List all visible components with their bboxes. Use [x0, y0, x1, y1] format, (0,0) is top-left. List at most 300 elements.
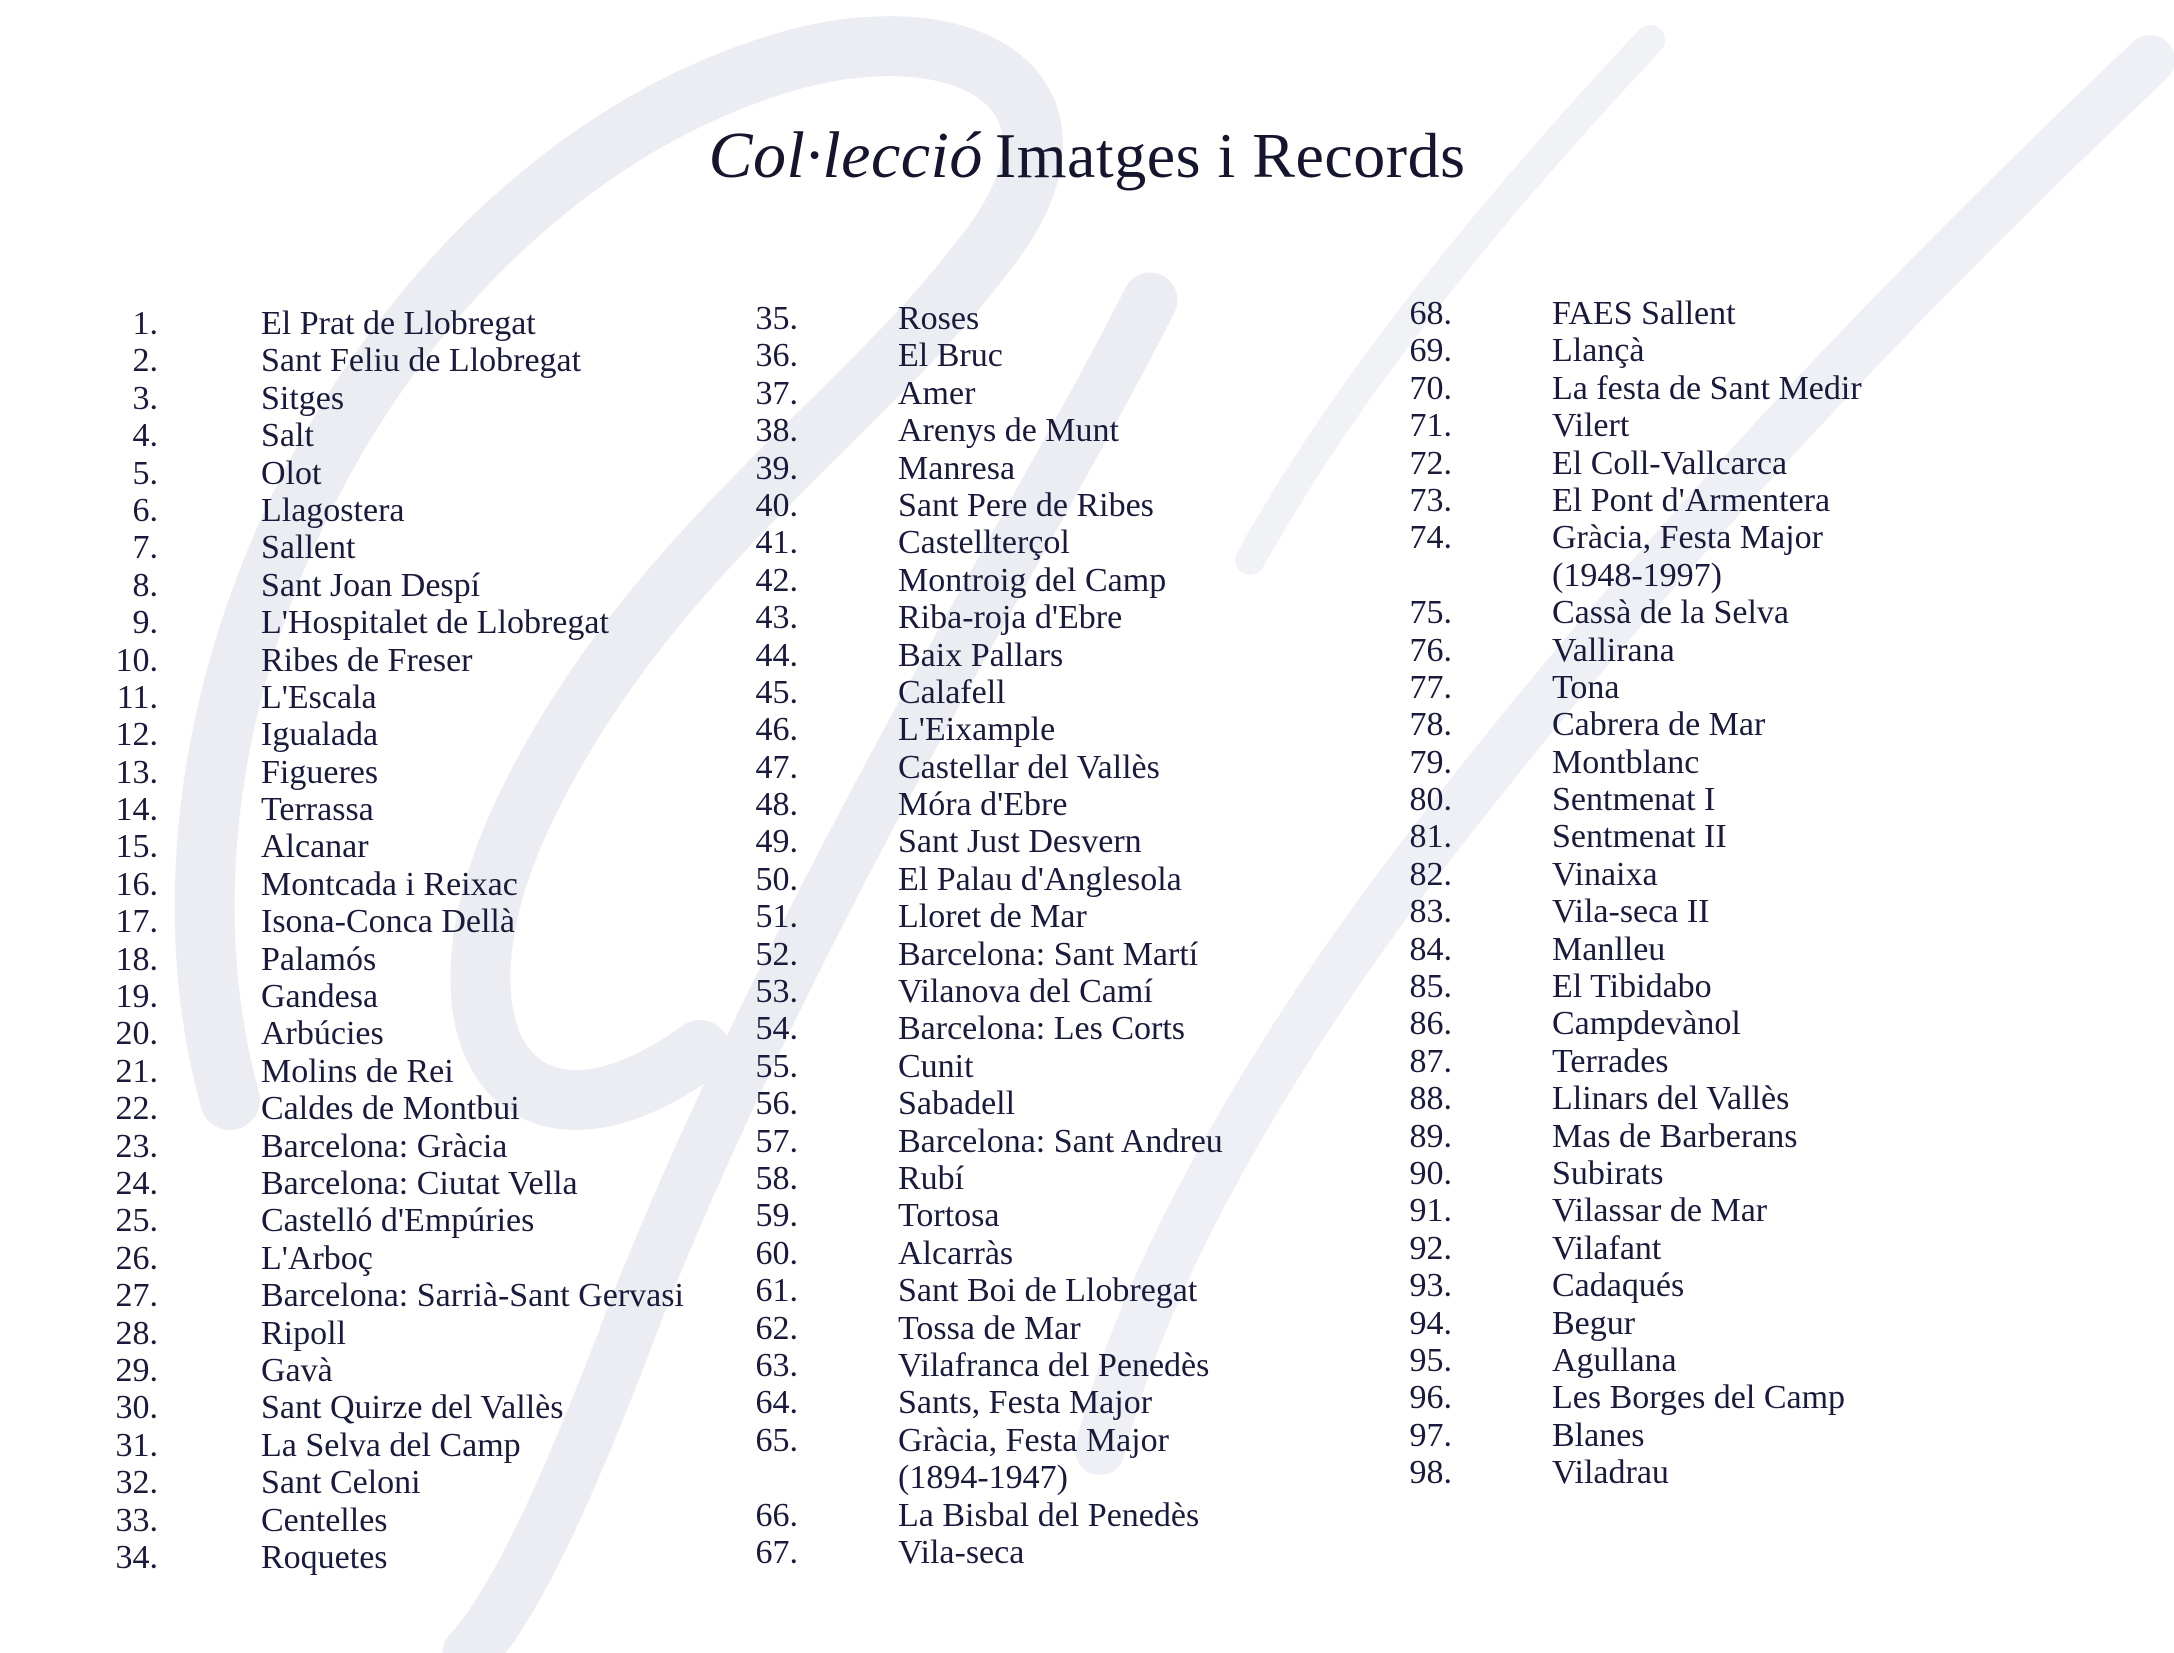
list-item-number: 54. [755, 1010, 798, 1048]
list-item [748, 1497, 1223, 1534]
list-item-title: Castellar del Vallès [898, 748, 1160, 786]
list-item-number: 92. [1409, 1229, 1452, 1267]
list-item-title: Vila-seca II [1552, 893, 1710, 931]
list-item-number: 91. [1409, 1192, 1452, 1230]
list-item-number: 37. [755, 374, 798, 412]
list-item-number: 46. [755, 711, 798, 749]
list-item [1402, 744, 1862, 781]
list-item-title: Sentmenat I [1552, 781, 1716, 819]
list-item [748, 1422, 1223, 1497]
list-item-title: El Palau d'Anglesola [898, 860, 1182, 898]
list-item-title: L'Eixample [898, 711, 1056, 749]
list-item-number: 75. [1409, 594, 1452, 632]
list-item-number: 72. [1409, 444, 1452, 482]
list-item-title: Llagostera [261, 491, 405, 529]
list-item-title: Riba-roja d'Ebre [898, 599, 1123, 637]
list-item-title: Barcelona: Sant Andreu [898, 1122, 1223, 1160]
list-item-title: Terrassa [261, 791, 374, 829]
list-item-title: Vallirana [1552, 631, 1675, 669]
list-item [748, 450, 1223, 487]
list-item-number: 9. [132, 604, 158, 642]
list-item-number: 36. [755, 337, 798, 375]
list-item [748, 1534, 1223, 1571]
list-item-title: Tona [1552, 668, 1620, 706]
list-item [748, 375, 1223, 412]
list-item-number: 29. [115, 1351, 158, 1389]
list-item [108, 305, 684, 342]
list-item [748, 1384, 1223, 1421]
list-item-number: 52. [755, 935, 798, 973]
list-item [1402, 519, 1862, 594]
list-item-number: 77. [1409, 668, 1452, 706]
list-item-number: 34. [115, 1538, 158, 1576]
list-item [748, 936, 1223, 973]
list-item-title: La festa de Sant Medir [1552, 369, 1862, 407]
list-item-title: Les Borges del Camp [1552, 1379, 1846, 1417]
list-item [1402, 818, 1862, 855]
list-item [1402, 1043, 1862, 1080]
list-item-title: Sant Feliu de Llobregat [261, 342, 582, 380]
list-item [748, 898, 1223, 935]
list-item-number: 57. [755, 1122, 798, 1160]
list-item-title: El Bruc [898, 337, 1003, 375]
list-item-title: Montblanc [1552, 743, 1700, 781]
list-item [1402, 1342, 1862, 1379]
list-item-number: 49. [755, 823, 798, 861]
list-item [108, 1277, 684, 1314]
list-item-number: 8. [132, 566, 158, 604]
list-item [1402, 295, 1862, 332]
list-item-title: Viladrau [1552, 1454, 1669, 1492]
list-item [748, 562, 1223, 599]
list-item [108, 1464, 684, 1501]
list-item-title: Roses [898, 300, 980, 337]
list-item [108, 1202, 684, 1239]
list-item-number: 94. [1409, 1304, 1452, 1342]
list-item-number: 71. [1409, 407, 1452, 445]
list-item-title: Sant Quirze del Vallès [261, 1389, 564, 1427]
list-item-title: Campdevànol [1552, 1005, 1741, 1043]
list-item-number: 23. [115, 1127, 158, 1165]
list-item [108, 642, 684, 679]
list-item-number: 1. [132, 305, 158, 342]
list-item [748, 524, 1223, 561]
list-item [108, 978, 684, 1015]
list-item [108, 1352, 684, 1389]
list-item-title: Barcelona: Les Corts [898, 1010, 1186, 1048]
list-item-number: 67. [755, 1533, 798, 1571]
list-item-title: L'Arboç [261, 1239, 373, 1277]
list-item-title: Cabrera de Mar [1552, 706, 1766, 744]
list-item-title: Barcelona: Gràcia [261, 1127, 508, 1165]
list-item [1402, 1192, 1862, 1229]
list-item-title: Figueres [261, 753, 379, 791]
list-item-title: Vilassar de Mar [1552, 1192, 1768, 1230]
list-item-number: 6. [132, 491, 158, 529]
list-item-number: 65. [755, 1421, 798, 1459]
list-item-title: Barcelona: Sarrià-Sant Gervasi [261, 1277, 684, 1315]
list-item-title: Molins de Rei [261, 1052, 454, 1090]
list-item-number: 48. [755, 786, 798, 824]
list-item [108, 529, 684, 566]
list-item-number: 12. [115, 716, 158, 754]
list-item-number: 42. [755, 561, 798, 599]
list-item-number: 62. [755, 1309, 798, 1347]
list-item-title: Arenys de Munt [898, 412, 1119, 450]
list-item-number: 69. [1409, 332, 1452, 370]
list-item-number: 74. [1409, 519, 1452, 557]
list-item-number: 87. [1409, 1042, 1452, 1080]
list-item [1402, 1379, 1862, 1416]
list-item-number: 84. [1409, 930, 1452, 968]
list-item [108, 866, 684, 903]
list-item-title: El Pont d'Armentera [1552, 481, 1831, 519]
list-item-number: 41. [755, 524, 798, 562]
list-item-number: 78. [1409, 706, 1452, 744]
list-item [108, 380, 684, 417]
list-item-number: 28. [115, 1314, 158, 1352]
list-item-title: L'Escala [261, 678, 377, 716]
list-item-number: 51. [755, 898, 798, 936]
list-item-number: 24. [115, 1164, 158, 1202]
list-item-title: Barcelona: Ciutat Vella [261, 1164, 578, 1202]
list-item-number: 7. [132, 529, 158, 567]
list-item-number: 56. [755, 1085, 798, 1123]
list-item-title: Begur [1552, 1304, 1636, 1342]
list-item [748, 1010, 1223, 1047]
list-item-title: Móra d'Ebre [898, 786, 1068, 824]
list-item-title: Arbúcies [261, 1015, 384, 1053]
list-item-title: Tortosa [898, 1197, 1000, 1235]
list-item [108, 828, 684, 865]
list-column-2 [748, 300, 1223, 1571]
list-item-number: 43. [755, 599, 798, 637]
list-item [748, 1197, 1223, 1234]
list-item [748, 1085, 1223, 1122]
list-item [748, 599, 1223, 636]
list-item [1402, 445, 1862, 482]
list-item [1402, 370, 1862, 407]
list-item-title: Sant Boi de Llobregat [898, 1272, 1198, 1310]
list-item-title: Sabadell [898, 1085, 1016, 1123]
list-item-title: Subirats [1552, 1155, 1664, 1192]
list-item-number: 61. [755, 1272, 798, 1310]
list-item-number: 95. [1409, 1341, 1452, 1379]
list-item-title: Castellterçol [898, 524, 1070, 562]
list-item-number: 3. [132, 379, 158, 417]
list-item-title: Gràcia, Festa Major (1948-1997) [1552, 519, 1823, 594]
list-item-number: 30. [115, 1389, 158, 1427]
list-item-title: Gavà [261, 1351, 333, 1389]
list-item-title: Isona-Conca Dellà [261, 903, 515, 941]
list-item-title: Palamós [261, 940, 377, 978]
list-item-number: 10. [115, 641, 158, 679]
list-column-3 [1402, 295, 1862, 1492]
list-item [748, 1235, 1223, 1272]
list-item [108, 1315, 684, 1352]
list-item-number: 98. [1409, 1454, 1452, 1492]
list-item [108, 1240, 684, 1277]
list-item-title: El Tibidabo [1552, 968, 1712, 1006]
list-item-number: 40. [755, 486, 798, 524]
list-item-number: 76. [1409, 631, 1452, 669]
list-item [1402, 931, 1862, 968]
list-item [748, 786, 1223, 823]
list-item [108, 1090, 684, 1127]
list-item [108, 1502, 684, 1539]
list-item-number: 33. [115, 1501, 158, 1539]
list-item [1402, 632, 1862, 669]
list-item [108, 679, 684, 716]
list-item [748, 973, 1223, 1010]
list-item-number: 50. [755, 860, 798, 898]
list-item [748, 1160, 1223, 1197]
list-item-number: 22. [115, 1090, 158, 1128]
list-item [1402, 594, 1862, 631]
list-item-title: Salt [261, 417, 314, 455]
list-item-number: 85. [1409, 968, 1452, 1006]
list-item-number: 86. [1409, 1005, 1452, 1043]
list-item-title: Amer [898, 374, 976, 412]
list-item-title: Vila-seca [898, 1533, 1025, 1571]
list-item-title: Tossa de Mar [898, 1309, 1081, 1347]
list-item-title: Baix Pallars [898, 636, 1064, 674]
list-item-title: Llançà [1552, 332, 1645, 370]
list-item-number: 15. [115, 828, 158, 866]
list-item-title: Barcelona: Sant Martí [898, 935, 1199, 973]
list-item-number: 35. [755, 300, 798, 337]
list-item-title: El Coll-Vallcarca [1552, 444, 1788, 482]
list-item-title: Llinars del Vallès [1552, 1080, 1790, 1118]
list-item [748, 637, 1223, 674]
list-item [748, 674, 1223, 711]
list-item-number: 81. [1409, 818, 1452, 856]
list-item-title: Agullana [1552, 1341, 1677, 1379]
list-item-title: Ribes de Freser [261, 641, 473, 679]
list-column-1 [108, 305, 684, 1576]
list-item [1402, 1230, 1862, 1267]
list-item-title: Cadaqués [1552, 1267, 1685, 1305]
list-item [1402, 1305, 1862, 1342]
list-item-number: 66. [755, 1496, 798, 1534]
list-item-number: 16. [115, 865, 158, 903]
list-item [108, 492, 684, 529]
list-item-title: Cunit [898, 1047, 974, 1085]
list-item [108, 342, 684, 379]
list-item-number: 82. [1409, 855, 1452, 893]
list-item [108, 1165, 684, 1202]
list-item [108, 941, 684, 978]
list-item-number: 5. [132, 454, 158, 492]
list-item [748, 300, 1223, 337]
list-item-number: 53. [755, 973, 798, 1011]
list-item [1402, 669, 1862, 706]
list-item [1402, 332, 1862, 369]
list-item [1402, 1417, 1862, 1454]
list-item [108, 903, 684, 940]
list-item [108, 1053, 684, 1090]
list-item-number: 26. [115, 1239, 158, 1277]
list-item-number: 2. [132, 342, 158, 380]
list-item [108, 716, 684, 753]
list-item [1402, 1118, 1862, 1155]
list-item-number: 88. [1409, 1080, 1452, 1118]
list-item [1402, 781, 1862, 818]
list-item [748, 337, 1223, 374]
list-item [748, 1272, 1223, 1309]
list-item-number: 38. [755, 412, 798, 450]
list-item-title: Lloret de Mar [898, 898, 1087, 936]
list-item [1402, 1080, 1862, 1117]
list-item [108, 1539, 684, 1576]
list-item-number: 25. [115, 1202, 158, 1240]
list-item-number: 18. [115, 940, 158, 978]
list-item-title: Sentmenat II [1552, 818, 1727, 856]
list-item [748, 1123, 1223, 1160]
list-item [108, 567, 684, 604]
list-item-title: Alcarràs [898, 1234, 1014, 1272]
list-item-title: Alcanar [261, 828, 369, 866]
list-item-title: Castelló d'Empúries [261, 1202, 535, 1240]
list-item-number: 63. [755, 1346, 798, 1384]
list-item-number: 73. [1409, 481, 1452, 519]
list-item-number: 31. [115, 1426, 158, 1464]
list-item-title: Manlleu [1552, 930, 1666, 968]
list-item-title: Manresa [898, 449, 1016, 487]
list-item [108, 1389, 684, 1426]
list-item-title: Sant Just Desvern [898, 823, 1142, 861]
list-item-number: 19. [115, 978, 158, 1016]
list-item-title: L'Hospitalet de Llobregat [261, 604, 609, 642]
list-item-title: Rubí [898, 1159, 965, 1197]
list-item-title: El Prat de Llobregat [261, 305, 536, 342]
list-item-number: 17. [115, 903, 158, 941]
list-item [1402, 856, 1862, 893]
list-item-title: Sant Pere de Ribes [898, 486, 1154, 524]
list-item [748, 749, 1223, 786]
list-item-title: Gandesa [261, 978, 379, 1016]
list-item [748, 823, 1223, 860]
list-item [1402, 1005, 1862, 1042]
list-item [108, 417, 684, 454]
list-item [748, 412, 1223, 449]
list-item [748, 861, 1223, 898]
list-item-title: Vilanova del Camí [898, 973, 1153, 1011]
list-item-title: Vilafant [1552, 1229, 1662, 1267]
list-item [1402, 482, 1862, 519]
list-item-number: 4. [132, 417, 158, 455]
list-item [108, 604, 684, 641]
list-item [1402, 706, 1862, 743]
list-item [108, 791, 684, 828]
list-item [108, 455, 684, 492]
list-item-number: 79. [1409, 743, 1452, 781]
list-item [748, 711, 1223, 748]
list-item-title: Vinaixa [1552, 855, 1658, 893]
list-item [1402, 1454, 1862, 1491]
list-item-title: FAES Sallent [1552, 295, 1736, 332]
list-item-title: Sants, Festa Major [898, 1384, 1153, 1422]
list-item-number: 11. [116, 678, 158, 716]
list-item-number: 80. [1409, 781, 1452, 819]
list-item [108, 1128, 684, 1165]
list-item-number: 89. [1409, 1117, 1452, 1155]
list-item-title: Sitges [261, 379, 345, 417]
list-item-number: 60. [755, 1234, 798, 1272]
list-item-number: 47. [755, 748, 798, 786]
title-rest: Imatges i Records [994, 120, 1466, 191]
list-item-title: Sant Joan Despí [261, 566, 481, 604]
list-item-title: Terrades [1552, 1042, 1669, 1080]
list-item-title: La Selva del Camp [261, 1426, 521, 1464]
list-item-title: Sallent [261, 529, 356, 567]
list-item [1402, 968, 1862, 1005]
list-item [1402, 1155, 1862, 1192]
list-item-title: Vilafranca del Penedès [898, 1346, 1210, 1384]
list-item-number: 68. [1409, 295, 1452, 332]
list-item-number: 93. [1409, 1267, 1452, 1305]
list-item [748, 487, 1223, 524]
list-item-title: Vilert [1552, 407, 1630, 445]
list-item [1402, 407, 1862, 444]
list-item [748, 1048, 1223, 1085]
list-item-title: Montroig del Camp [898, 561, 1167, 599]
list-item-number: 83. [1409, 893, 1452, 931]
list-item-number: 27. [115, 1277, 158, 1315]
list-item [108, 1427, 684, 1464]
title-script: Col·lecció [708, 119, 983, 192]
list-item [108, 754, 684, 791]
list-item-title: Gràcia, Festa Major (1894-1947) [898, 1421, 1169, 1497]
list-item-title: Centelles [261, 1501, 388, 1539]
list-item [1402, 893, 1862, 930]
list-item-title: Cassà de la Selva [1552, 594, 1789, 632]
list-item [108, 1015, 684, 1052]
list-item-title: Sant Celoni [261, 1464, 421, 1502]
list-item-number: 13. [115, 753, 158, 791]
list-item-title: Calafell [898, 673, 1006, 711]
list-item-title: Ripoll [261, 1314, 347, 1352]
list-item-number: 44. [755, 636, 798, 674]
list-item-number: 90. [1409, 1155, 1452, 1192]
list-item [1402, 1267, 1862, 1304]
list-item-number: 97. [1409, 1416, 1452, 1454]
list-item-number: 21. [115, 1052, 158, 1090]
list-item-number: 55. [755, 1047, 798, 1085]
list-item-number: 58. [755, 1159, 798, 1197]
page-title [0, 118, 2174, 194]
list-item-number: 20. [115, 1015, 158, 1053]
list-item-title: Olot [261, 454, 322, 492]
list-item-number: 70. [1409, 369, 1452, 407]
list-item-title: Blanes [1552, 1416, 1645, 1454]
list-item-title: Roquetes [261, 1538, 388, 1576]
list-item-number: 39. [755, 449, 798, 487]
list-item-title: Montcada i Reixac [261, 865, 518, 903]
list-item [748, 1347, 1223, 1384]
list-item-number: 14. [115, 791, 158, 829]
list-item-title: Igualada [261, 716, 379, 754]
list-item-number: 45. [755, 673, 798, 711]
list-item-number: 59. [755, 1197, 798, 1235]
list-item [748, 1310, 1223, 1347]
list-item-number: 64. [755, 1384, 798, 1422]
list-item-number: 32. [115, 1464, 158, 1502]
list-item-number: 96. [1409, 1379, 1452, 1417]
list-item-title: La Bisbal del Penedès [898, 1496, 1200, 1534]
list-item-title: Caldes de Montbui [261, 1090, 520, 1128]
list-item-title: Mas de Barberans [1552, 1117, 1798, 1155]
